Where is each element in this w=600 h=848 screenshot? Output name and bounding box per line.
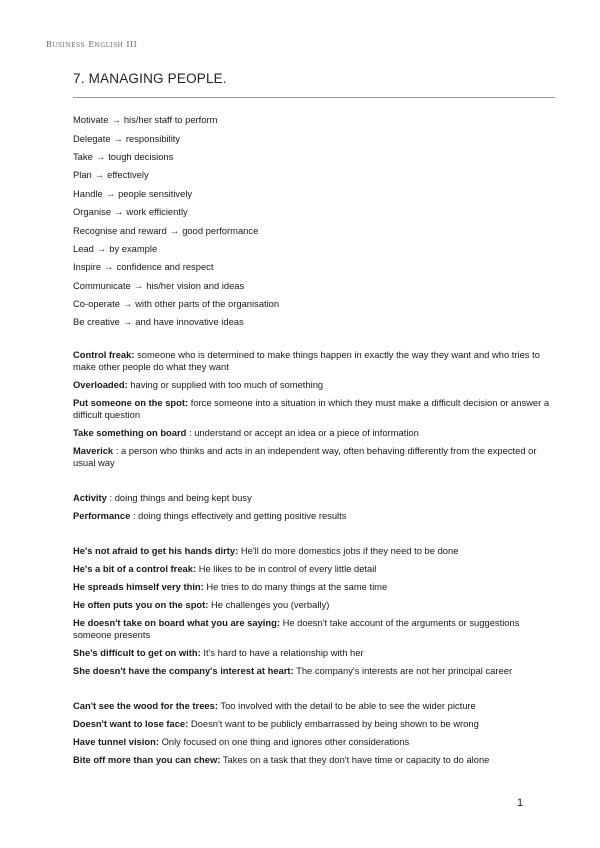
expressions-section (73, 545, 553, 677)
expression-entry-text: He doesn't take account of the arguments or suggestions someone presents (73, 616, 520, 640)
noun-entry-term: Performance (73, 509, 131, 521)
verb: Co-operate (73, 298, 120, 310)
section-gap (73, 332, 553, 349)
section-gap (73, 475, 553, 492)
verb: Communicate (73, 279, 131, 291)
verb-list (73, 111, 553, 332)
definition-entry-term: Overloaded: (73, 378, 128, 390)
verb-object: good performance (182, 224, 259, 236)
idiom-entry (73, 718, 553, 730)
definition-entry-term: Take something on board (73, 426, 187, 438)
expression-entry-text: He challenges you (verbally) (211, 598, 330, 610)
verb-list-item (73, 295, 553, 313)
arrow-right-icon: → (111, 114, 121, 126)
definition-entry (73, 427, 553, 439)
section-gap (73, 683, 553, 700)
expression-entry-term: She doesn't have the company's interest at heart: (73, 664, 294, 676)
document-header-tag: Business English III (46, 40, 138, 49)
expression-entry-term: She's difficult to get on with: (73, 646, 201, 658)
expression-entry (73, 581, 553, 593)
arrow-right-icon: → (133, 279, 144, 291)
idiom-entry (73, 754, 553, 766)
definition-entry-text: : understand or accept an idea or a piece of information (189, 426, 419, 438)
arrow-right-icon: → (94, 169, 105, 181)
arrow-right-icon: → (104, 261, 114, 273)
document-body (73, 111, 553, 772)
idiom-entry-term: Have tunnel vision: (73, 735, 159, 747)
verb-object: work efficiently (126, 206, 188, 218)
verb: Be creative (73, 316, 120, 328)
page-title: 7. MANAGING PEOPLE. (73, 71, 227, 86)
idiom-entry-text: Doesn't want to be publicly embarrassed by being shown to be wrong (190, 717, 479, 729)
verb-list-item (73, 203, 553, 221)
section-gap (73, 528, 553, 545)
verb-object: effectively (107, 169, 149, 181)
definition-entry-text: : a person who thinks and acts in an independent way, often behaving differently from the expected or usual way (73, 444, 537, 468)
noun-entry-text: : doing things effectively and getting positive results (132, 509, 347, 521)
verb-list-item (73, 277, 553, 295)
definitions-section (73, 349, 553, 469)
verb-object: people sensitively (118, 187, 193, 199)
expression-entry (73, 563, 553, 575)
expression-entry-term: He spreads himself very thin: (73, 580, 204, 592)
expression-entry-text: He'll do more domestics jobs if they need to be done (240, 544, 459, 556)
definition-entry (73, 379, 553, 391)
verb-list-item (73, 166, 553, 184)
verb-list-item (73, 111, 553, 129)
verb-object: his/her staff to perform (123, 114, 218, 126)
verb-object: tough decisions (108, 150, 174, 162)
verb-list-item (73, 258, 553, 276)
expression-entry-text: He tries to do many things at the same time (206, 580, 388, 592)
definition-entry-term: Control freak: (73, 348, 135, 360)
idioms-section (73, 700, 553, 766)
idiom-entry-term: Doesn't want to lose face: (73, 717, 189, 729)
noun-entry (73, 492, 553, 504)
noun-entry (73, 510, 553, 522)
idiom-entry-term: Bite off more than you can chew: (73, 753, 221, 765)
verb-list-item (73, 313, 553, 331)
idiom-entry (73, 736, 553, 748)
definition-entry (73, 397, 553, 421)
expression-entry (73, 599, 553, 611)
verb-object: responsibility (125, 132, 181, 144)
verb-object: with other parts of the organisation (135, 298, 280, 310)
arrow-right-icon: → (122, 316, 133, 328)
expression-entry-term: He doesn't take on board what you are saying: (73, 616, 280, 628)
verb-object: by example (109, 242, 158, 254)
verb-object: and have innovative ideas (135, 316, 244, 328)
definition-entry-text: someone who is determined to make things happen in exactly the way they want and who tries to make other people do what they want (73, 348, 540, 372)
arrow-right-icon: → (96, 242, 107, 254)
arrow-right-icon: → (95, 150, 106, 162)
verb-list-item (73, 240, 553, 258)
idiom-entry (73, 700, 553, 712)
nouns-section (73, 492, 553, 522)
title-divider (73, 97, 555, 98)
arrow-right-icon: → (113, 132, 123, 144)
page-number: 1 (517, 797, 524, 809)
definition-entry (73, 445, 553, 469)
verb: Plan (73, 169, 92, 181)
expression-entry-term: He's a bit of a control freak: (73, 562, 197, 574)
arrow-right-icon: → (105, 187, 116, 199)
verb: Handle (73, 187, 103, 199)
verb-list-item (73, 185, 553, 203)
verb-list-item (73, 129, 553, 147)
arrow-right-icon: → (122, 298, 133, 310)
verb: Delegate (73, 132, 111, 144)
expression-entry-text: It's hard to have a relationship with her (203, 646, 364, 658)
arrow-right-icon: → (114, 206, 124, 218)
idiom-entry-text: Only focused on one thing and ignores other considerations (161, 735, 410, 747)
verb-object: his/her vision and ideas (146, 279, 245, 291)
noun-entry-text: : doing things and being kept busy (109, 491, 252, 503)
definition-entry-term: Maverick (73, 444, 114, 456)
verb: Inspire (73, 261, 102, 273)
expression-entry-text: The company's interests are not her principal career (296, 664, 513, 676)
verb: Organise (73, 206, 112, 218)
verb: Take (73, 150, 93, 162)
idiom-entry-term: Can't see the wood for the trees: (73, 699, 218, 711)
idiom-entry-text: Too involved with the detail to be able to see the wider picture (220, 699, 476, 711)
idiom-entry-text: Takes on a task that they don't have time or capacity to do alone (222, 753, 490, 765)
definition-entry-term: Put someone on the spot: (73, 396, 189, 408)
expression-entry-term: He's not afraid to get his hands dirty: (73, 544, 239, 556)
verb: Motivate (73, 114, 109, 126)
verb: Lead (73, 242, 94, 254)
verb-list-item (73, 221, 553, 239)
expression-entry (73, 617, 553, 641)
verb-list-item (73, 148, 553, 166)
expression-entry-term: He often puts you on the spot: (73, 598, 209, 610)
verb-object: confidence and respect (116, 261, 214, 273)
expression-entry-text: He likes to be in control of every little detail (198, 562, 377, 574)
expression-entry (73, 665, 553, 677)
expression-entry (73, 545, 553, 557)
arrow-right-icon: → (169, 224, 180, 236)
expression-entry (73, 647, 553, 659)
noun-entry-term: Activity (73, 491, 107, 503)
definition-entry-text: force someone into a situation in which they must make a difficult decision or answer a difficult question (73, 396, 550, 420)
definition-entry-text: having or supplied with too much of something (130, 378, 324, 390)
verb: Recognise and reward (73, 224, 167, 236)
definition-entry (73, 349, 553, 373)
